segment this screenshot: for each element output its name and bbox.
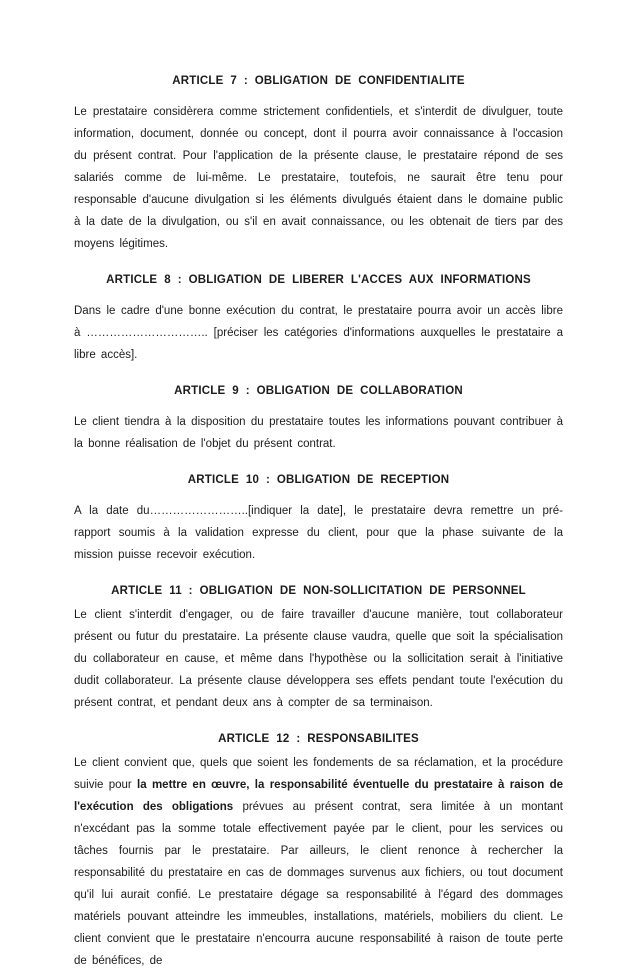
article-9-paragraph: Le client tiendra à la disposition du prestataire toutes les informations pouvant contribuer à la bonne réalisation de l'objet du présent contrat. [74,416,563,450]
article-10-heading: ARTICLE 10 : OBLIGATION DE RECEPTION [187,474,450,486]
article-7-heading: ARTICLE 7 : OBLIGATION DE CONFIDENTIALITE [172,75,465,87]
article-7-paragraph: Le prestataire considèrera comme strictement confidentiels, et s'interdit de divulguer, toute information, document, donnée ou concept, dont il pourra avoir connaissance à l'occasion du présent contrat. Pour l'application de la présente clause, le prestataire répond de ses salariés comme de lui-même. Le prestataire, toutefois, ne saurait être tenu pour responsable d'aucune divulgation si les éléments divulgués étaient dans le domaine public à la date de la divulgation, ou s'il en avait connaissance, ou les obtenait de tiers par des moyens légitimes. [74,106,563,250]
article-12-paragraph [74,752,563,972]
article-8-paragraph: Dans le cadre d'une bonne exécution du contrat, le prestataire pourra avoir un accès libre à ………………………….. [préciser les catégories d'informations auxquelles le prestataire a libre accès]. [74,305,563,361]
section-article-8 [74,269,563,366]
article-11-heading: ARTICLE 11 : OBLIGATION DE NON-SOLLICITATION DE PERSONNEL [111,585,526,597]
section-article-9 [74,380,563,455]
article-12-text-after-bold: prévues au présent contrat, sera limitée à un montant n'excédant pas la somme totale effectivement payée par le client, pour les services ou tâches fournis par le prestataire. Par ailleurs, le client renonce à rechercher la responsabilité du prestataire en cas de dommages survenus aux fichiers, ou tout document qu'il lui aurait confié. Le prestataire dégage sa responsabilité à l'égard des dommages matériels pouvant atteindre les immeubles, installations, matériels, mobiliers du client. Le client convient que le prestataire n'encourra aucune responsabilité à raison de toute perte de bénéfices, de [74,801,563,967]
article-12-bold-text: la mettre en œuvre, la responsabilité éventuelle du prestataire à raison de l'exécution des obligations [74,779,563,813]
article-12-text-before-bold: Le client convient que, quels que soient les fondements de sa réclamation, et la procédure suivie pour [74,757,563,791]
section-article-11 [74,580,563,714]
article-9-heading: ARTICLE 9 : OBLIGATION DE COLLABORATION [174,385,463,397]
article-11-paragraph: Le client s'interdit d'engager, ou de faire travailler d'aucune manière, tout collaborateur présent ou futur du prestataire. La présente clause vaudra, quelle que soit la spécialisation du collaborateur en cause, et même dans l'hypothèse ou la sollicitation serait à l'initiative dudit collaborateur. La présente clause développera ses effets pendant toute l'exécution du présent contrat, et pendant deux ans à compter de sa terminaison. [74,609,563,709]
section-article-7 [74,70,563,255]
article-12-heading: ARTICLE 12 : RESPONSABILITES [218,733,419,745]
article-10-paragraph: A la date du……………………..[indiquer la date], le prestataire devra remettre un pré-rapport soumis à la validation expresse du client, pour que la phase suivante de la mission puisse recevoir exécution. [74,505,563,561]
article-8-heading: ARTICLE 8 : OBLIGATION DE LIBERER L'ACCES AUX INFORMATIONS [106,274,531,286]
section-article-10 [74,469,563,566]
section-article-12 [74,728,563,972]
